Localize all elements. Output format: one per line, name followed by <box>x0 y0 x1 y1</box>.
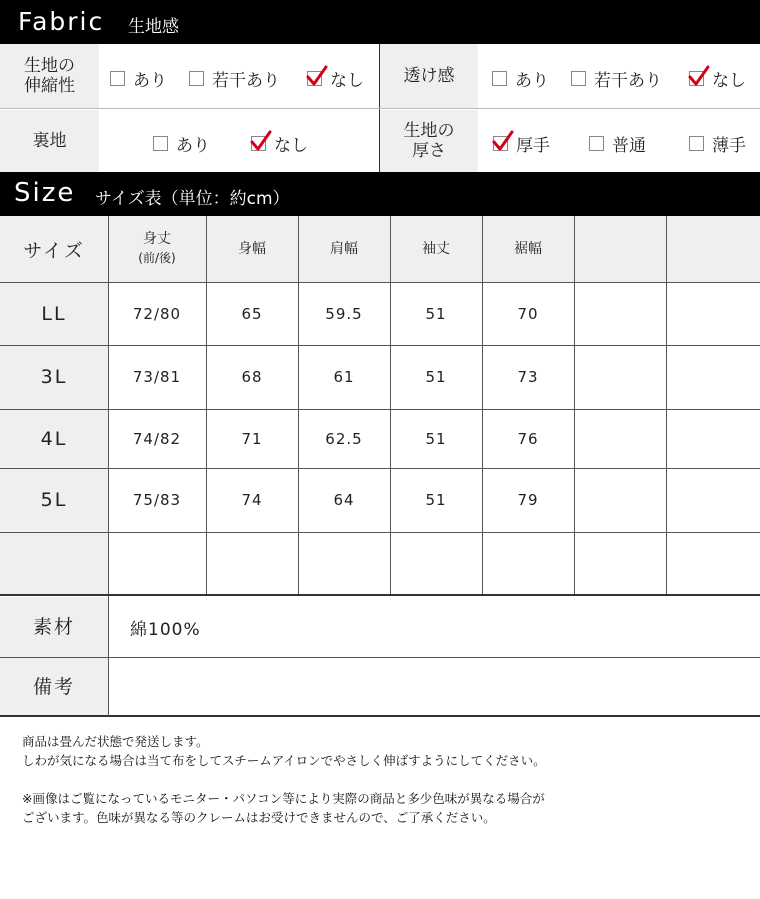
size-row-label: 5L <box>40 489 68 511</box>
size-column-header: 身丈 (前/後) <box>138 231 176 265</box>
material-value: 綿100% <box>130 619 201 640</box>
checked-box-icon <box>307 71 322 86</box>
checkbox-icon <box>110 71 125 86</box>
size-column-header <box>574 216 666 282</box>
size-cell: 79 <box>517 491 539 509</box>
fabric-option-3-1 <box>589 131 646 156</box>
grid-line <box>390 216 391 594</box>
fabric-option-label: 薄手 <box>712 136 746 156</box>
size-row-label <box>0 532 108 594</box>
fabric-option-label: なし <box>274 136 308 156</box>
size-cell: 70 <box>517 304 539 323</box>
size-cell <box>482 532 574 594</box>
fabric-option-label: 普通 <box>612 136 646 156</box>
size-cell: 75/83 <box>132 491 182 509</box>
fabric-title-en: Fabric <box>18 7 105 36</box>
size-cell <box>206 532 298 594</box>
grid-line <box>206 216 207 594</box>
size-cell: 62.5 <box>325 429 363 448</box>
grid-line <box>0 345 760 346</box>
note-line: しわが気になる場合は当て布をしてスチームアイロンでやさしく伸ばすようにしてください。 <box>22 753 546 768</box>
sheerness-label: 透け感 <box>380 44 478 108</box>
note-line: ございます。色味が異なる等のクレームはお受けできませんので、ご了承ください。 <box>22 810 496 825</box>
size-cell: 68 <box>241 368 263 386</box>
size-cell <box>574 282 666 345</box>
section-divider <box>0 594 760 596</box>
fabric-option-3-2 <box>689 131 746 156</box>
lining-label: 裏地 <box>0 110 99 172</box>
remarks-value <box>108 657 760 716</box>
fabric-option-label: あり <box>133 71 167 91</box>
fabric-option-2-1 <box>251 131 308 156</box>
size-cell <box>574 468 666 532</box>
grid-line <box>0 282 760 283</box>
size-cell <box>298 532 390 594</box>
size-cell <box>574 532 666 594</box>
fabric-option-0-0 <box>110 66 167 91</box>
fabric-option-label: 若干あり <box>212 71 280 91</box>
fabric-option-1-2 <box>689 66 746 91</box>
fabric-option-1-0 <box>492 66 549 91</box>
size-cell <box>390 532 482 594</box>
grid-line <box>0 532 760 533</box>
fabric-option-label: なし <box>712 71 746 91</box>
note-line: 商品は畳んだ状態で発送します。 <box>22 734 209 749</box>
size-header-bar <box>0 172 760 216</box>
checkmark-icon <box>688 65 710 87</box>
size-column-header: 裾幅 <box>514 240 542 257</box>
size-cell: 73 <box>517 368 539 386</box>
material-divider <box>108 596 109 716</box>
size-row-label: 4L <box>40 427 68 450</box>
checkbox-icon <box>571 71 586 86</box>
size-cell <box>108 532 206 594</box>
thickness-label: 生地の 厚さ <box>380 110 478 172</box>
size-cell: 59.5 <box>325 304 363 323</box>
size-cell: 51 <box>425 368 447 386</box>
size-cell: 74/82 <box>132 429 182 448</box>
size-row-label: 3L <box>40 366 68 388</box>
size-cell: 73/81 <box>132 368 182 386</box>
fabric-option-label: あり <box>515 71 549 91</box>
checkmark-icon <box>250 130 272 152</box>
fabric-title-jp: 生地感 <box>128 17 179 37</box>
fabric-option-1-1 <box>571 66 662 91</box>
fabric-option-0-2 <box>307 66 364 91</box>
fabric-option-3-0 <box>493 131 550 156</box>
checkbox-icon <box>189 71 204 86</box>
checked-box-icon <box>689 71 704 86</box>
grid-line <box>108 216 109 594</box>
note-line: ※画像はご覧になっているモニター・パソコン等により実際の商品と多少色味が異なる場合が <box>22 791 545 806</box>
size-cell: 71 <box>241 429 263 448</box>
fabric-header-bar <box>0 0 760 44</box>
checkbox-icon <box>492 71 507 86</box>
size-cell: 74 <box>241 491 263 509</box>
grid-line <box>0 409 760 410</box>
section-divider <box>0 715 760 717</box>
size-cell <box>574 409 666 468</box>
size-column-header: 袖丈 <box>422 240 450 257</box>
size-cell: 51 <box>425 304 447 323</box>
grid-line <box>666 216 667 594</box>
stretch-label: 生地の 伸縮性 <box>0 44 99 108</box>
size-cell: 76 <box>517 429 539 448</box>
section-divider <box>0 657 760 658</box>
size-column-header: 肩幅 <box>330 240 358 257</box>
size-cell: 51 <box>425 491 447 509</box>
fabric-option-label: あり <box>176 136 210 156</box>
size-cell: 72/80 <box>132 304 182 323</box>
checked-box-icon <box>493 136 508 151</box>
material-label: 素材 <box>0 597 108 657</box>
size-cell: 61 <box>333 368 355 386</box>
fabric-option-label: 厚手 <box>516 136 550 156</box>
checkmark-icon <box>492 130 514 152</box>
grid-line <box>574 216 575 594</box>
grid-line <box>482 216 483 594</box>
note-line <box>22 770 546 789</box>
fabric-option-label: なし <box>330 71 364 91</box>
checked-box-icon <box>251 136 266 151</box>
notes <box>22 732 546 827</box>
grid-line <box>298 216 299 594</box>
checkbox-icon <box>689 136 704 151</box>
checkbox-icon <box>153 136 168 151</box>
size-cell <box>574 345 666 409</box>
checkmark-icon <box>306 65 328 87</box>
fabric-option-2-0 <box>153 131 210 156</box>
fabric-option-0-1 <box>189 66 280 91</box>
size-title-jp: サイズ表（単位：約cm） <box>95 189 290 209</box>
size-title-en: Size <box>14 178 76 208</box>
size-row-label: LL <box>41 302 67 325</box>
size-cell: 64 <box>333 491 355 509</box>
size-column-header: 身幅 <box>238 240 266 257</box>
grid-line <box>0 468 760 469</box>
size-corner-label: サイズ <box>23 239 85 262</box>
remarks-label: 備考 <box>0 657 108 716</box>
size-cell: 65 <box>241 304 263 323</box>
size-cell: 51 <box>425 429 447 448</box>
fabric-row-divider <box>0 108 760 109</box>
checkbox-icon <box>589 136 604 151</box>
fabric-option-label: 若干あり <box>594 71 662 91</box>
